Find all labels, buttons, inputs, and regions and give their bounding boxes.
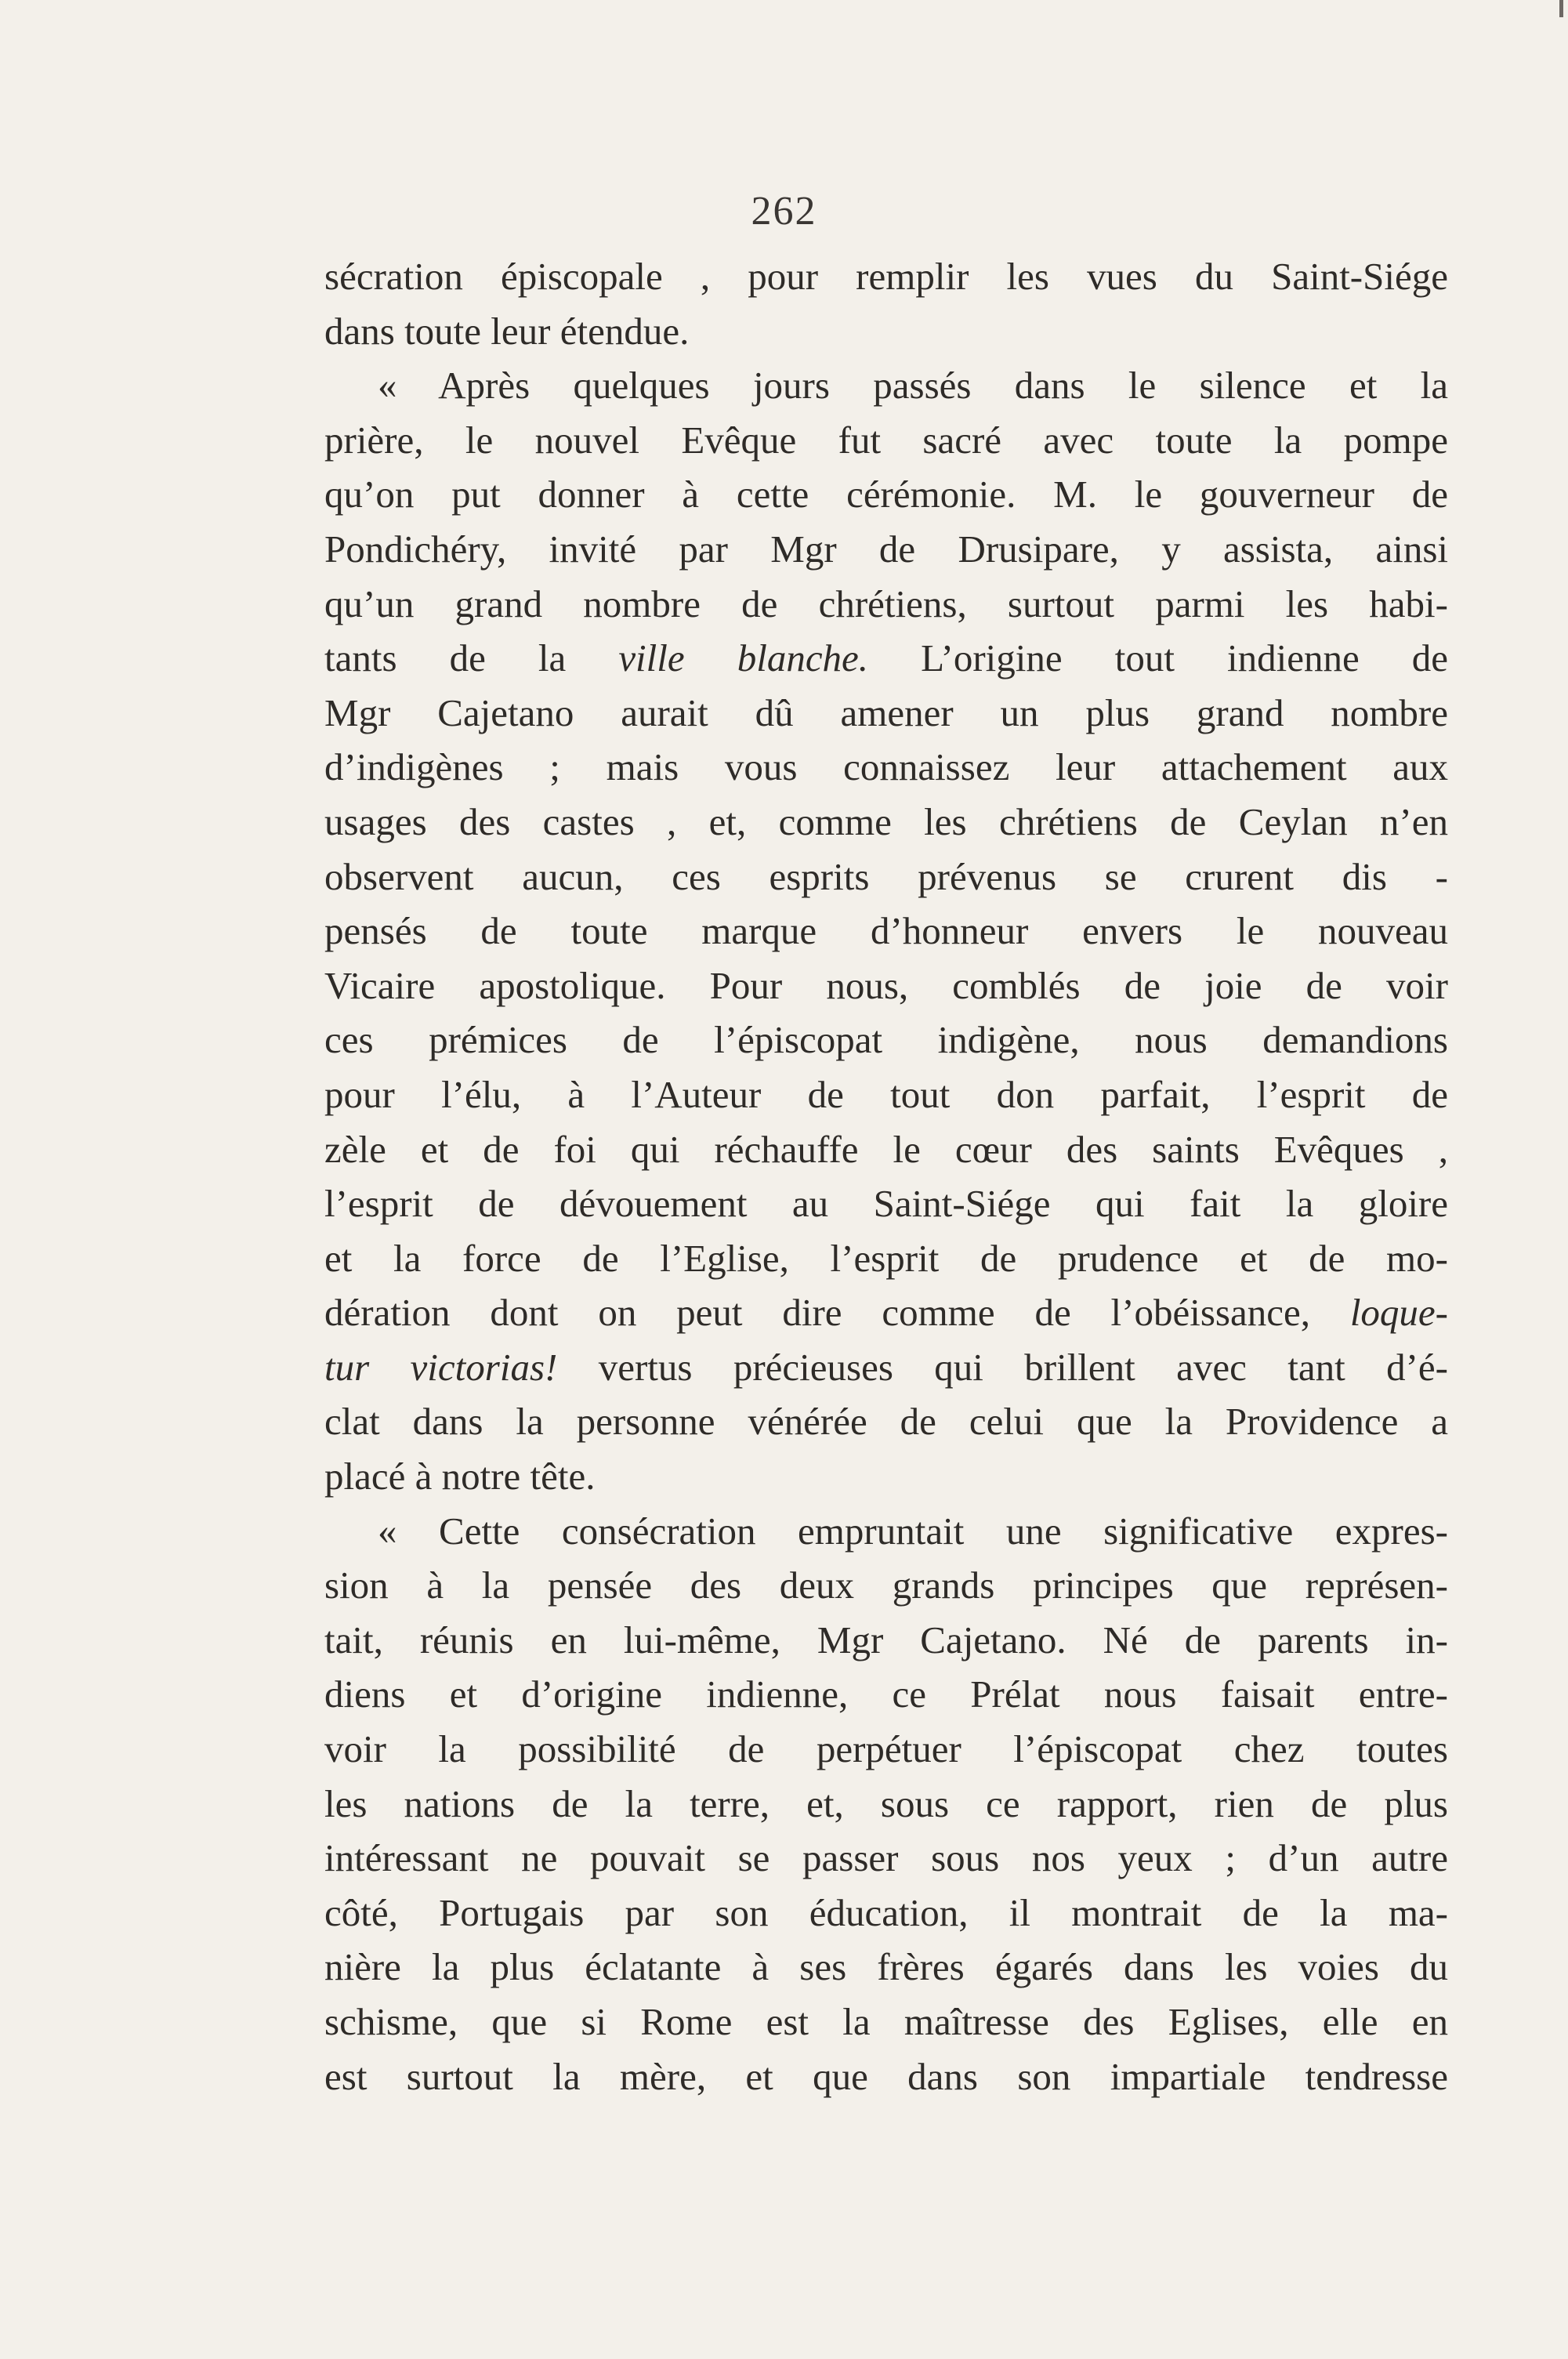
text-line bbox=[324, 1886, 1448, 1940]
line-text: est surtout la mère, et que dans son impartiale tendresse bbox=[324, 2054, 1448, 2098]
italic-text: loque- bbox=[1349, 1291, 1448, 1335]
text-line bbox=[324, 2049, 1448, 2104]
line-text: vertus précieuses qui brillent avec tant d’é- bbox=[557, 1345, 1448, 1389]
line-text: prière, le nouvel Evêque fut sacré avec toute la pompe bbox=[324, 418, 1448, 462]
text-line bbox=[324, 1995, 1448, 2049]
text-line bbox=[324, 1176, 1448, 1231]
line-text: d’indigènes ; mais vous connaissez leur attachement aux bbox=[324, 745, 1448, 789]
line-text: usages des castes , et, comme les chrétiens de Ceylan n’en bbox=[324, 799, 1448, 843]
text-line bbox=[324, 1067, 1448, 1122]
italic-text: ville blanche. bbox=[618, 636, 869, 680]
line-text: sécration épiscopale , pour remplir les vues du Saint-Siége bbox=[324, 255, 1448, 298]
text-line bbox=[324, 1504, 1448, 1559]
line-text: L’origine tout indienne de bbox=[868, 636, 1449, 680]
line-text: dération dont on peut dire comme de l’obéissance, bbox=[324, 1291, 1350, 1335]
line-text: Mgr Cajetano aurait dû amener un plus grand nombre bbox=[324, 690, 1448, 734]
italic-text: tur victorias! bbox=[324, 1345, 558, 1389]
line-text: dans toute leur étendue. bbox=[324, 309, 690, 353]
text-line bbox=[324, 1667, 1448, 1722]
text-line bbox=[324, 1831, 1448, 1886]
text-line bbox=[324, 1558, 1448, 1613]
line-text: et la force de l’Eglise, l’esprit de prudence et de mo- bbox=[324, 1236, 1448, 1280]
text-line bbox=[324, 1231, 1448, 1286]
edge-mark bbox=[1559, 0, 1563, 17]
text-line bbox=[324, 467, 1448, 522]
line-text: pensés de toute marque d’honneur envers le nouveau bbox=[324, 909, 1448, 953]
text-line bbox=[324, 249, 1448, 304]
text-line bbox=[324, 1777, 1448, 1832]
text-line bbox=[324, 304, 1448, 359]
text-line bbox=[324, 1449, 1448, 1504]
text-line bbox=[324, 795, 1448, 850]
text-line bbox=[324, 577, 1448, 632]
text-line bbox=[324, 413, 1448, 468]
line-text: Pondichéry, invité par Mgr de Drusipare, y assista, ainsi bbox=[324, 527, 1448, 571]
line-text: clat dans la personne vénérée de celui que la Providence a bbox=[324, 1400, 1448, 1444]
line-text: nière la plus éclatante à ses frères égarés dans les voies du bbox=[324, 1945, 1448, 1989]
line-text: schisme, que si Rome est la maîtresse des Eglises, elle en bbox=[324, 2000, 1448, 2043]
text-line bbox=[324, 904, 1448, 958]
line-text: qu’un grand nombre de chrétiens, surtout parmi les habi- bbox=[324, 582, 1448, 625]
line-text: Vicaire apostolique. Pour nous, comblés de joie de voir bbox=[324, 963, 1448, 1007]
body-text bbox=[324, 249, 1448, 2104]
line-text: sion à la pensée des deux grands principes que représen- bbox=[324, 1564, 1448, 1607]
line-text: ces prémices de l’épiscopat indigène, nous demandions bbox=[324, 1018, 1448, 1062]
text-line bbox=[324, 1394, 1448, 1449]
line-text: « Après quelques jours passés dans le silence et la bbox=[378, 364, 1448, 408]
line-text: intéressant ne pouvait se passer sous nos yeux ; d’un autre bbox=[324, 1836, 1448, 1880]
text-line bbox=[324, 1340, 1448, 1395]
line-text: diens et d’origine indienne, ce Prélat nous faisait entre- bbox=[324, 1672, 1448, 1716]
line-text: qu’on put donner à cette cérémonie. M. le gouverneur de bbox=[324, 473, 1448, 516]
text-line bbox=[324, 958, 1448, 1013]
text-line bbox=[324, 1122, 1448, 1177]
text-line bbox=[324, 358, 1448, 413]
line-text: observent aucun, ces esprits prévenus se crurent dis - bbox=[324, 854, 1448, 898]
text-line bbox=[324, 522, 1448, 577]
text-line bbox=[324, 850, 1448, 904]
line-text: zèle et de foi qui réchauffe le cœur des saints Evêques , bbox=[324, 1127, 1448, 1171]
line-text: côté, Portugais par son éducation, il montrait de la ma- bbox=[324, 1890, 1448, 1934]
text-line bbox=[324, 686, 1448, 741]
text-line bbox=[324, 1613, 1448, 1668]
line-text: « Cette consécration empruntait une significative expres- bbox=[378, 1509, 1448, 1553]
line-text: pour l’élu, à l’Auteur de tout don parfait, l’esprit de bbox=[324, 1072, 1448, 1116]
line-text: tants de la bbox=[324, 636, 619, 680]
line-text: l’esprit de dévouement au Saint-Siége qui fait la gloire bbox=[324, 1182, 1448, 1226]
page-number: 262 bbox=[751, 189, 817, 234]
text-line bbox=[324, 1013, 1448, 1067]
line-text: voir la possibilité de perpétuer l’épiscopat chez toutes bbox=[324, 1727, 1448, 1771]
line-text: placé à notre tête. bbox=[324, 1455, 596, 1498]
line-text: tait, réunis en lui-même, Mgr Cajetano. Né de parents in- bbox=[324, 1618, 1448, 1661]
text-line bbox=[324, 631, 1448, 686]
text-line bbox=[324, 1722, 1448, 1777]
line-text: les nations de la terre, et, sous ce rapport, rien de plus bbox=[324, 1781, 1448, 1825]
text-line bbox=[324, 1285, 1448, 1340]
text-line bbox=[324, 740, 1448, 795]
text-line bbox=[324, 1940, 1448, 1995]
